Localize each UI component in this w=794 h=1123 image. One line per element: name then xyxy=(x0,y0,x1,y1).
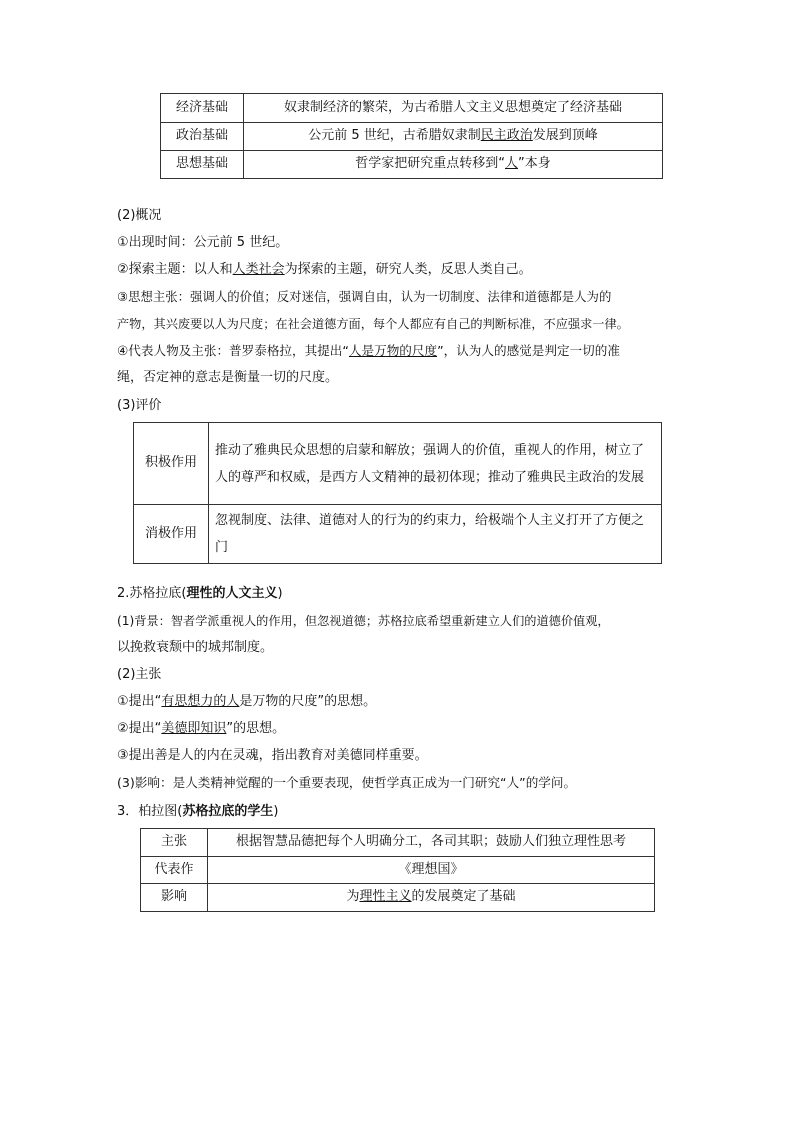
text-fragment: ”本身 xyxy=(518,156,551,172)
table-row xyxy=(141,857,655,884)
theme-line xyxy=(117,261,682,279)
text-fragment: 为 xyxy=(346,889,360,905)
table-cell-label: 消极作用 xyxy=(134,505,209,564)
table-cell-value xyxy=(208,884,655,912)
text-fragment: 为探索的主题，研究人类，反思人类自己。 xyxy=(284,262,532,277)
text-fragment: 2.苏格拉底( xyxy=(117,586,187,601)
table-row xyxy=(161,123,663,151)
claim-line-2 xyxy=(117,720,682,738)
representative-line-2: 绳，否定神的意志是衡量一切的尺度。 xyxy=(117,370,339,385)
claim-line-3: ③提出善是人的内在灵魂，指出教育对美德同样重要。 xyxy=(117,748,428,763)
evaluation-heading: (3)评价 xyxy=(117,398,162,413)
underlined-term: 有思想力的人 xyxy=(161,694,240,709)
text-fragment: ②提出“ xyxy=(117,721,162,736)
table-row xyxy=(134,505,662,564)
text-fragment: 发展到顶峰 xyxy=(532,128,598,144)
text-fragment: ②探索主题：以人和 xyxy=(117,262,233,277)
bold-term: 苏格拉底的学生 xyxy=(182,804,274,819)
table-cell-label: 经济基础 xyxy=(161,94,244,123)
table-row xyxy=(161,151,663,179)
table-cell-value xyxy=(244,151,663,179)
underlined-term: 美德即知识 xyxy=(161,721,227,736)
table-row xyxy=(134,423,662,505)
background-line-2: 以挽救衰颓中的城邦制度。 xyxy=(117,640,274,655)
table-cell-label: 主张 xyxy=(141,829,208,857)
table-row xyxy=(141,829,655,857)
bold-term: 理性的人文主义 xyxy=(186,586,278,601)
text-fragment: 的发展奠定了基础 xyxy=(411,889,516,905)
text-fragment: 公元前 5 世纪，古希腊奴隶制 xyxy=(308,128,481,144)
underlined-term: 人 xyxy=(504,156,518,172)
underlined-term: 人是万物的尺度 xyxy=(348,343,438,358)
table-row xyxy=(161,94,663,123)
background-line-1: (1)背景：智者学派重视人的作用，但忽视道德；苏格拉底希望重新建立人们的道德价值观， xyxy=(117,614,610,628)
table-cell-value xyxy=(244,123,663,151)
table-cell-value: 忽视制度、法律、道德对人的行为的约束力，给极端个人主义打开了方便之门 xyxy=(209,505,662,564)
foundation-table xyxy=(160,93,663,179)
socrates-title xyxy=(117,585,682,603)
idea-line-2: 产物，其兴废要以人为尺度；在社会道德方面，每个人都应有自己的判断标准，不应强求一律。 xyxy=(117,317,629,331)
text-fragment: ) xyxy=(273,804,279,819)
table-cell-value: 根据智慧品德把每个人明确分工，各司其职；鼓励人们独立理性思考 xyxy=(208,829,655,857)
table-row xyxy=(141,884,655,912)
text-fragment: 3．柏拉图( xyxy=(117,804,183,819)
text-fragment: ”，认为人的感觉是判定一切的准 xyxy=(437,343,620,358)
plato-title xyxy=(117,803,682,821)
table-cell-value: 推动了雅典民众思想的启蒙和解放；强调人的价值，重视人的作用，树立了人的尊严和权威，是西方人文精神的最初体现；推动了雅典民主政治的发展 xyxy=(209,423,662,505)
plato-table xyxy=(140,828,655,912)
impact-line: (3)影响：是人类精神觉醒的一个重要表现，使哲学真正成为一门研究“人”的学问。 xyxy=(117,775,577,790)
evaluation-table xyxy=(133,422,662,564)
claim-heading: (2)主张 xyxy=(117,667,162,682)
underlined-term: 人类社会 xyxy=(232,262,285,277)
table-cell-value: 《理想国》 xyxy=(208,857,655,884)
text-fragment: 哲学家把研究重点转移到“ xyxy=(355,156,505,172)
claim-line-1 xyxy=(117,693,682,711)
idea-line-1: ③思想主张：强调人的价值；反对迷信，强调自由，认为一切制度、法律和道德都是人为的 xyxy=(117,289,612,304)
text-fragment: ①提出“ xyxy=(117,694,162,709)
representative-line-1 xyxy=(117,342,682,360)
table-cell-label: 影响 xyxy=(141,884,208,912)
table-cell-label: 积极作用 xyxy=(134,423,209,505)
text-fragment: 是万物的尺度”的思想。 xyxy=(239,694,377,709)
text-fragment: ④代表人物及主张：普罗泰格拉，其提出“ xyxy=(117,343,349,358)
table-cell-value: 奴隶制经济的繁荣，为古希腊人文主义思想奠定了经济基础 xyxy=(244,94,663,123)
table-cell-label: 政治基础 xyxy=(161,123,244,151)
underlined-term: 理性主义 xyxy=(359,889,412,905)
table-cell-label: 代表作 xyxy=(141,857,208,884)
underlined-term: 民主政治 xyxy=(480,128,533,144)
overview-heading: (2)概况 xyxy=(117,208,162,223)
text-fragment: ) xyxy=(277,586,283,601)
text-fragment: ”的思想。 xyxy=(226,721,286,736)
table-cell-label: 思想基础 xyxy=(161,151,244,179)
time-line: ①出现时间：公元前 5 世纪。 xyxy=(117,235,289,250)
